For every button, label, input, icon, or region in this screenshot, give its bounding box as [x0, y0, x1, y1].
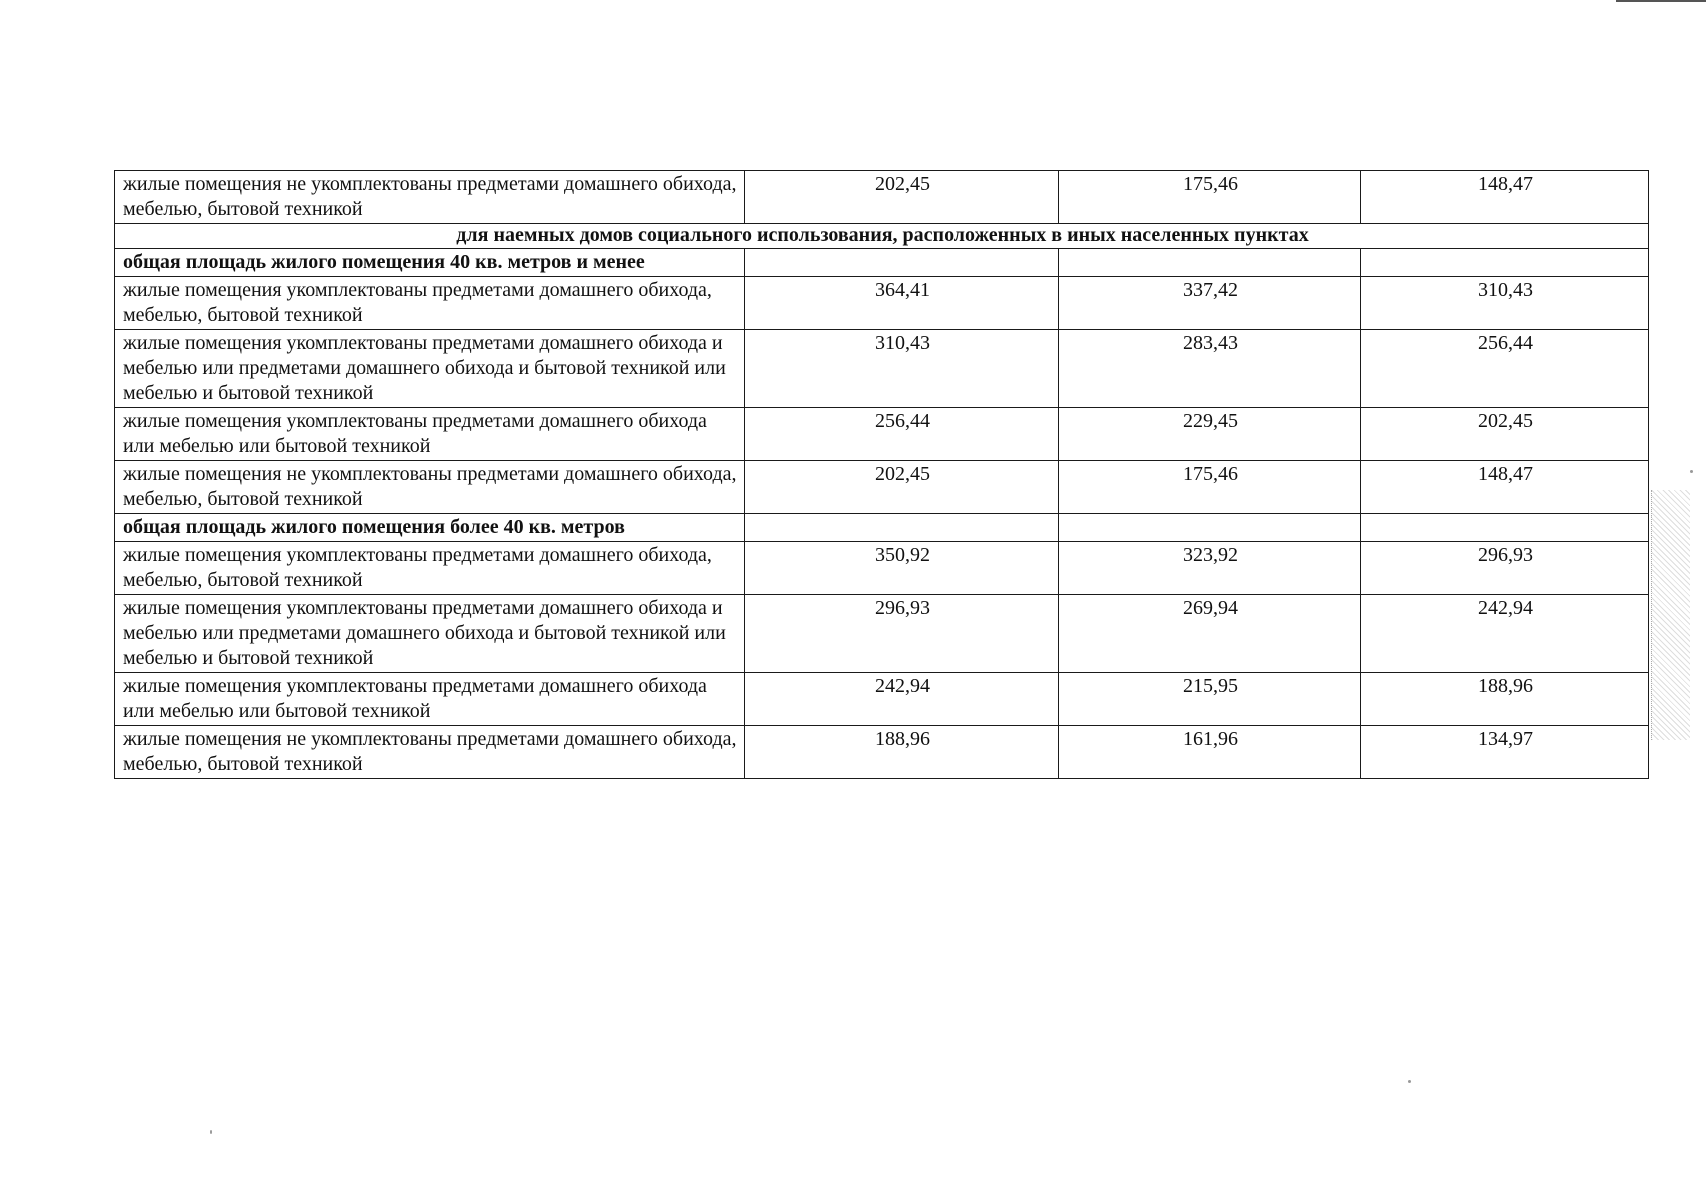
rate-value-1: 296,93	[745, 595, 1059, 673]
table-row	[115, 171, 1649, 224]
rate-value-2: 323,92	[1059, 542, 1361, 595]
rate-value-3: 148,47	[1361, 171, 1649, 224]
rate-value-3: 148,47	[1361, 461, 1649, 514]
rate-value-2: 175,46	[1059, 171, 1361, 224]
rate-value-3: 188,96	[1361, 673, 1649, 726]
table-row	[115, 726, 1649, 779]
rate-value-2: 215,95	[1059, 673, 1361, 726]
empty-cell	[1059, 249, 1361, 277]
table-row	[115, 542, 1649, 595]
rate-value-1: 310,43	[745, 330, 1059, 408]
area-category-label: общая площадь жилого помещения 40 кв. метров и менее	[115, 249, 745, 277]
furnishing-description: жилые помещения не укомплектованы предметами домашнего обихода, мебелью, бытовой техникой	[115, 171, 745, 224]
section-header-row	[115, 224, 1649, 249]
empty-cell	[745, 514, 1059, 542]
furnishing-description: жилые помещения не укомплектованы предметами домашнего обихода, мебелью, бытовой техникой	[115, 726, 745, 779]
rate-value-1: 350,92	[745, 542, 1059, 595]
rate-value-3: 256,44	[1361, 330, 1649, 408]
furnishing-description: жилые помещения укомплектованы предметами домашнего обихода или мебелью или бытовой техникой	[115, 408, 745, 461]
rent-rate-table	[114, 170, 1649, 779]
area-category-row	[115, 249, 1649, 277]
rate-value-2: 269,94	[1059, 595, 1361, 673]
rent-rate-table-body	[115, 171, 1649, 779]
furnishing-description: жилые помещения укомплектованы предметами домашнего обихода, мебелью, бытовой техникой	[115, 277, 745, 330]
rate-value-2: 283,43	[1059, 330, 1361, 408]
rate-value-3: 296,93	[1361, 542, 1649, 595]
scan-speck	[1690, 470, 1693, 473]
rate-value-3: 134,97	[1361, 726, 1649, 779]
rate-value-1: 242,94	[745, 673, 1059, 726]
furnishing-description: жилые помещения укомплектованы предметами домашнего обихода и мебелью или предметами домашнего обихода и бытовой техникой или мебелью и бытовой техникой	[115, 330, 745, 408]
rate-value-2: 175,46	[1059, 461, 1361, 514]
table-row	[115, 461, 1649, 514]
table-row	[115, 595, 1649, 673]
rate-value-1: 256,44	[745, 408, 1059, 461]
area-category-label: общая площадь жилого помещения более 40 кв. метров	[115, 514, 745, 542]
rate-value-1: 364,41	[745, 277, 1059, 330]
rate-value-1: 202,45	[745, 461, 1059, 514]
scan-smudge	[1651, 490, 1690, 740]
scan-speck	[210, 1130, 212, 1134]
furnishing-description: жилые помещения не укомплектованы предметами домашнего обихода, мебелью, бытовой техникой	[115, 461, 745, 514]
rate-value-3: 310,43	[1361, 277, 1649, 330]
empty-cell	[1361, 514, 1649, 542]
scan-speck	[1408, 1080, 1411, 1083]
empty-cell	[745, 249, 1059, 277]
table-row	[115, 408, 1649, 461]
rate-value-3: 202,45	[1361, 408, 1649, 461]
section-header: для наемных домов социального использования, расположенных в иных населенных пунктах	[115, 224, 1649, 249]
empty-cell	[1361, 249, 1649, 277]
empty-cell	[1059, 514, 1361, 542]
rate-value-1: 202,45	[745, 171, 1059, 224]
furnishing-description: жилые помещения укомплектованы предметами домашнего обихода или мебелью или бытовой техникой	[115, 673, 745, 726]
table-row	[115, 673, 1649, 726]
furnishing-description: жилые помещения укомплектованы предметами домашнего обихода и мебелью или предметами домашнего обихода и бытовой техникой или мебелью и бытовой техникой	[115, 595, 745, 673]
area-category-row	[115, 514, 1649, 542]
table-row	[115, 277, 1649, 330]
corner-scan-mark	[1616, 0, 1706, 2]
rate-value-1: 188,96	[745, 726, 1059, 779]
table-row	[115, 330, 1649, 408]
rate-value-2: 161,96	[1059, 726, 1361, 779]
rate-value-3: 242,94	[1361, 595, 1649, 673]
rate-value-2: 229,45	[1059, 408, 1361, 461]
furnishing-description: жилые помещения укомплектованы предметами домашнего обихода, мебелью, бытовой техникой	[115, 542, 745, 595]
rate-value-2: 337,42	[1059, 277, 1361, 330]
